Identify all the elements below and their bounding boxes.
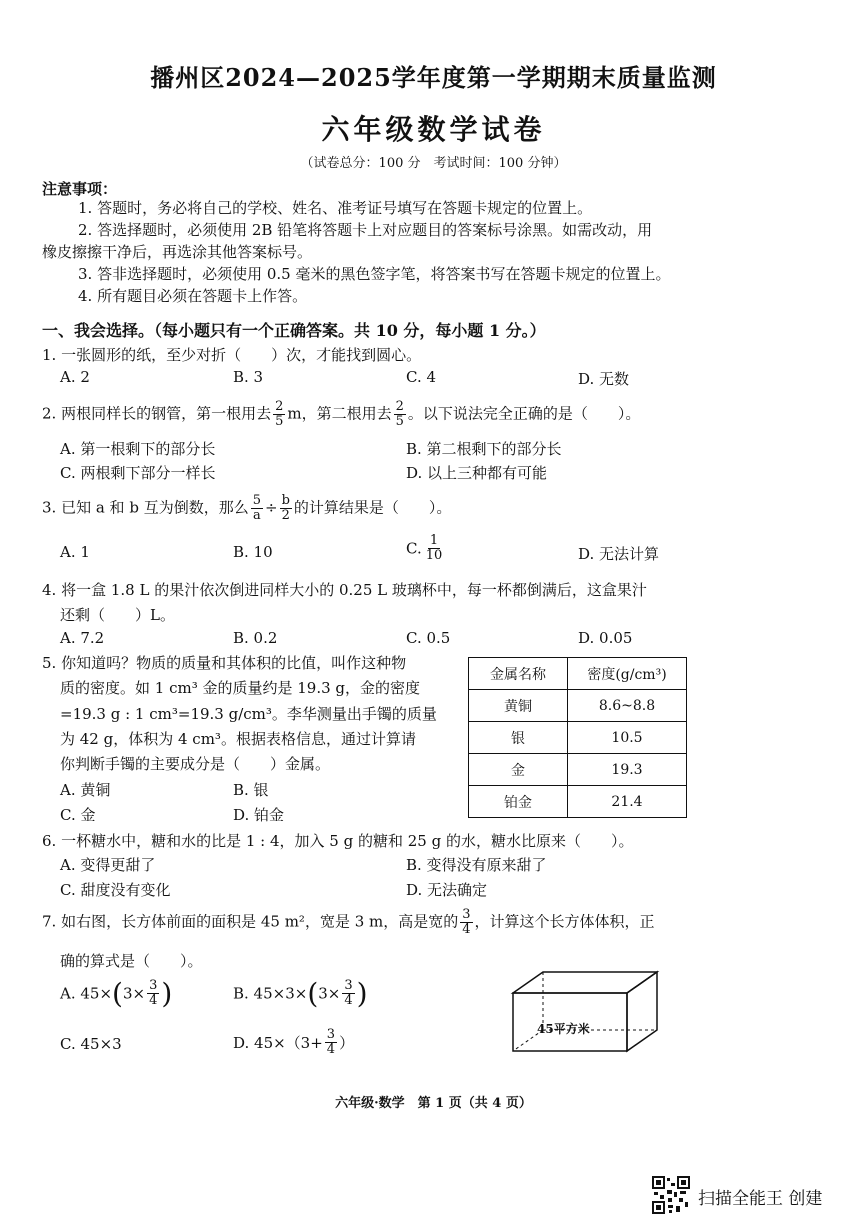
q6-option-a: A. 变得更甜了 xyxy=(60,856,156,874)
q4-option-b: B. 0.2 xyxy=(233,629,278,647)
q6-option-d: D. 无法确定 xyxy=(406,881,488,899)
q7-option-a: A. 45×(3× $\frac{3}{4}$ ) xyxy=(60,977,173,1010)
q1-option-c: C. 4 xyxy=(406,368,437,386)
table-cell: 10.5 xyxy=(568,722,687,754)
q6-option-c: C. 甜度没有变化 xyxy=(60,881,171,899)
q1-option-b: B. 3 xyxy=(233,368,264,386)
question-2-stem: 2. 两根同样长的钢管，第一根用去 $\frac{2}{5}$ m，第二根用去 $\frac{2}{5}$ 。以下说法完全正确的是（ ）。 xyxy=(42,399,641,429)
q2-option-b: B. 第二根剩下的部分长 xyxy=(406,440,562,458)
cuboid-label: 45平方米 xyxy=(537,1022,590,1036)
question-5-line: 为 42 g，体积为 4 cm³。根据表格信息，通过计算请 xyxy=(60,730,416,748)
fraction: $\frac{3}{4}$ xyxy=(326,1027,336,1057)
fraction: $\frac{1}{10}$ xyxy=(425,533,443,563)
table-cell: 21.4 xyxy=(568,786,687,818)
note-item: 3. 答非选择题时，必须使用 0.5 毫米的黑色签字笔，将答案书写在答题卡规定的位置上。 xyxy=(78,265,671,283)
question-5-line: =19.3 g : 1 cm³=19.3 g/cm³。李华测量出手镯的质量 xyxy=(60,705,437,723)
fraction: $\frac{2}{5}$ xyxy=(395,399,404,429)
note-item: 1. 答题时，务必将自己的学校、姓名、准考证号填写在答题卡规定的位置上。 xyxy=(78,199,593,217)
q3-option-c: C. $\frac{1}{10}$ xyxy=(406,533,443,563)
question-4-stem-cont: 还剩（ ）L。 xyxy=(60,606,175,624)
note-item: 4. 所有题目必须在答题卡上作答。 xyxy=(78,287,308,305)
q7-option-d: D. 45×（3+ $\frac{3}{4}$ ） xyxy=(233,1027,355,1057)
q4-option-d: D. 0.05 xyxy=(578,629,633,647)
table-header: 金属名称 xyxy=(469,658,568,690)
table-header: 密度(g/cm³) xyxy=(568,658,687,690)
question-6-stem: 6. 一杯糖水中，糖和水的比是 1 : 4，加入 5 g 的糖和 25 g 的水，糖水比原来（ ）。 xyxy=(42,832,634,850)
table-row xyxy=(469,690,687,722)
question-3-stem: 3. 已知 a 和 b 互为倒数，那么 $\frac{5}{a}$ ÷ $\frac{b}{2}$ 的计算结果是（ ）。 xyxy=(42,493,452,523)
table-cell: 金 xyxy=(469,754,568,786)
fraction: $\frac{b}{2}$ xyxy=(281,493,290,523)
watermark-text: 扫描全能王 创建 xyxy=(698,1189,823,1209)
cuboid-figure xyxy=(505,968,665,1058)
fraction: $\frac{3}{4}$ xyxy=(149,978,158,1008)
page-footer: 六年级·数学 第 1 页（共 4 页） xyxy=(335,1096,532,1111)
q2-option-c: C. 两根剩下部分一样长 xyxy=(60,464,216,482)
section-heading: 一、我会选择。（每小题只有一个正确答案。共 10 分，每小题 1 分。） xyxy=(42,321,546,340)
q1-option-a: A. 2 xyxy=(60,368,90,386)
table-row xyxy=(469,754,687,786)
fraction: $\frac{3}{4}$ xyxy=(344,978,353,1008)
fraction: $\frac{3}{4}$ xyxy=(462,907,471,937)
question-5-line: 5. 你知道吗？物质的质量和其体积的比值，叫作这种物 xyxy=(42,654,407,672)
exam-title: 播州区2024—2025学年度第一学期期末质量监测 xyxy=(150,63,717,92)
table-cell: 铂金 xyxy=(469,786,568,818)
q7-option-c: C. 45×3 xyxy=(60,1035,122,1053)
table-cell: 8.6~8.8 xyxy=(568,690,687,722)
question-7-stem: 7. 如右图，长方体前面的面积是 45 m²，宽是 3 m，高是宽的 $\frac{3}{4}$ ，计算这个长方体体积，正 xyxy=(42,907,655,937)
q5-option-a: A. 黄铜 xyxy=(60,781,111,799)
question-4-stem: 4. 将一盒 1.8 L 的果汁依次倒进同样大小的 0.25 L 玻璃杯中，每一杯都倒满后，这盒果汁 xyxy=(42,581,647,599)
fraction: $\frac{2}{5}$ xyxy=(275,399,284,429)
q1-option-d: D. 无数 xyxy=(578,370,630,388)
table-row xyxy=(469,722,687,754)
q2-option-a: A. 第一根剩下的部分长 xyxy=(60,440,216,458)
q5-option-c: C. 金 xyxy=(60,806,96,824)
paper-title: 六年级数学试卷 xyxy=(321,113,546,146)
density-table xyxy=(468,657,687,818)
question-5-line: 你判断手镯的主要成分是（ ）金属。 xyxy=(60,755,331,773)
q4-option-c: C. 0.5 xyxy=(406,629,451,647)
note-item: 2. 答选择题时，必须使用 2B 铅笔将答题卡上对应题目的答案标号涂黑。如需改动，用 xyxy=(78,221,653,239)
q2-option-d: D. 以上三种都有可能 xyxy=(406,464,548,482)
q4-option-a: A. 7.2 xyxy=(60,629,105,647)
qr-code-icon xyxy=(652,1176,690,1214)
q3-option-b: B. 10 xyxy=(233,543,273,561)
q5-option-d: D. 铂金 xyxy=(233,806,285,824)
notes-heading: 注意事项： xyxy=(42,180,118,198)
table-cell: 19.3 xyxy=(568,754,687,786)
table-header-row xyxy=(469,658,687,690)
question-7-stem-cont: 确的算式是（ ）。 xyxy=(60,952,203,970)
table-row xyxy=(469,786,687,818)
question-5-line: 质的密度。如 1 cm³ 金的质量约是 19.3 g，金的密度 xyxy=(60,679,421,697)
q7-option-b: B. 45×3×(3× $\frac{3}{4}$ ) xyxy=(233,977,368,1010)
q3-option-d: D. 无法计算 xyxy=(578,545,660,563)
q5-option-b: B. 银 xyxy=(233,781,269,799)
exam-info: （试卷总分：100 分 考试时间：100 分钟） xyxy=(300,156,567,171)
question-1-stem: 1. 一张圆形的纸，至少对折（ ）次，才能找到圆心。 xyxy=(42,346,422,364)
note-item: 橡皮擦擦干净后，再选涂其他答案标号。 xyxy=(42,243,313,261)
table-cell: 黄铜 xyxy=(469,690,568,722)
q3-option-a: A. 1 xyxy=(60,543,90,561)
q6-option-b: B. 变得没有原来甜了 xyxy=(406,856,547,874)
fraction: $\frac{5}{a}$ xyxy=(252,493,261,523)
table-cell: 银 xyxy=(469,722,568,754)
